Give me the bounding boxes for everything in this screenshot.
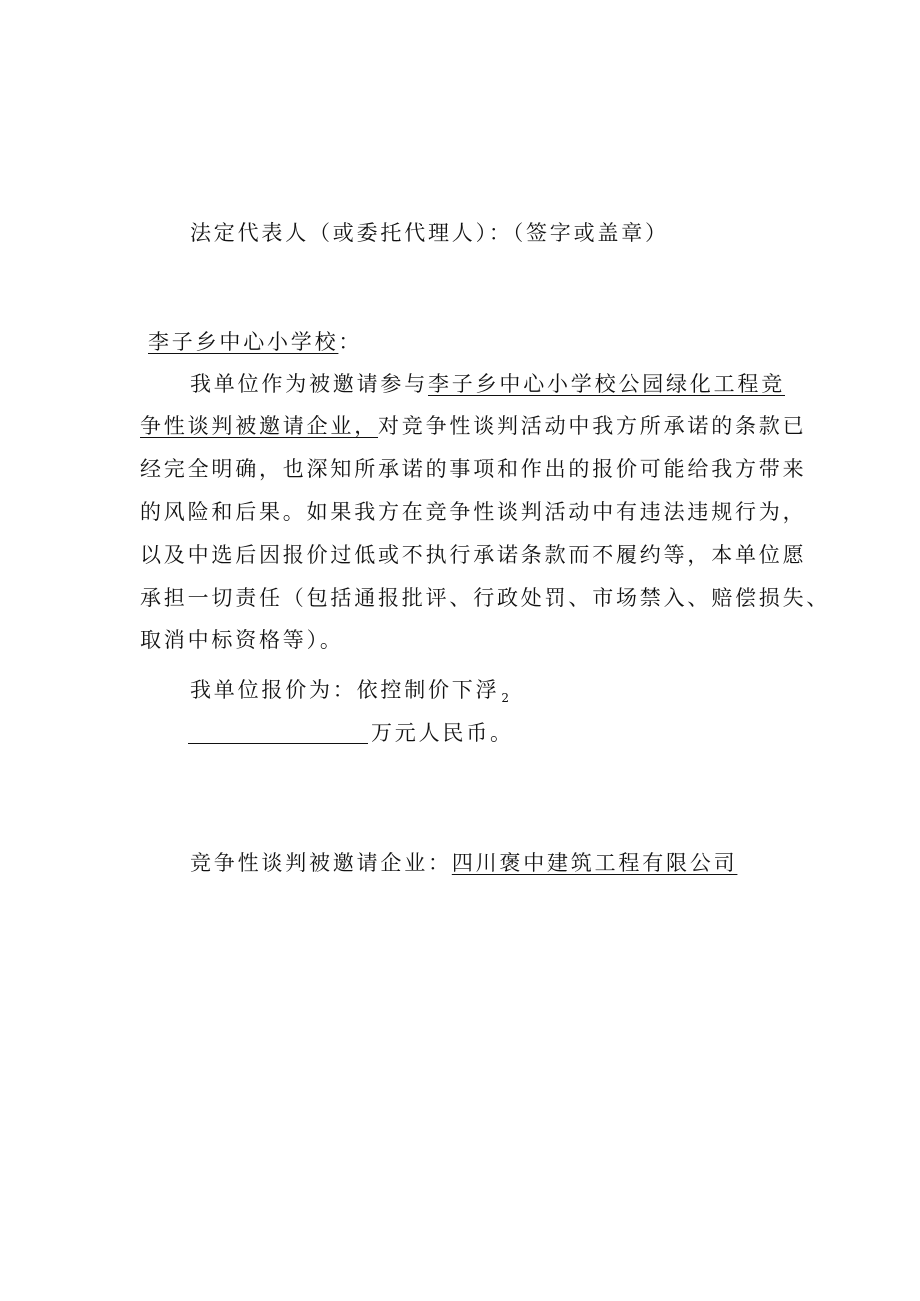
para-line-1: [190, 374, 785, 395]
quote-subscript: 2: [501, 691, 510, 705]
para-line-6: 承担一切责任（包括通报批评、行政处罚、市场禁入、赔偿损失、: [140, 586, 831, 610]
company-label: 竞争性谈判被邀请企业：: [190, 851, 452, 875]
company-name: 四川褒中建筑工程有限公司: [451, 851, 738, 875]
para-line-7: 取消中标资格等）。: [140, 628, 344, 652]
signature-line: 法定代表人（或委托代理人）：（签字或盖章）: [190, 221, 669, 245]
addressee-line: [148, 332, 362, 353]
para-line-4: 的风险和后果。如果我方在竞争性谈判活动中有违法违规行为，: [140, 500, 807, 524]
company-line: [190, 853, 737, 874]
para-line-3: 经完全明确，也深知所承诺的事项和作出的报价可能给我方带来: [140, 457, 807, 481]
quote-line: [190, 678, 510, 705]
quote-amount-line: [188, 723, 514, 744]
quote-unit: 万元人民币。: [371, 721, 514, 745]
para-line-5: 以及中选后因报价过低或不执行承诺条款而不履约等，本单位愿: [140, 543, 807, 567]
para-text: 我单位作为被邀请参与: [190, 372, 428, 396]
para-line-2: [140, 416, 806, 437]
para-text: 对竞争性谈判活动中我方所承诺的条款已: [378, 414, 807, 438]
quote-amount-blank: [188, 723, 368, 744]
project-name-cont: 争性谈判被邀请企业，: [140, 414, 378, 438]
addressee-colon: ：: [338, 330, 363, 354]
quote-label: 我单位报价为：依控制价下浮: [190, 678, 500, 702]
project-name: 李子乡中心小学校公园绿化工程竞: [428, 372, 785, 396]
addressee-name: 李子乡中心小学校: [148, 330, 339, 354]
